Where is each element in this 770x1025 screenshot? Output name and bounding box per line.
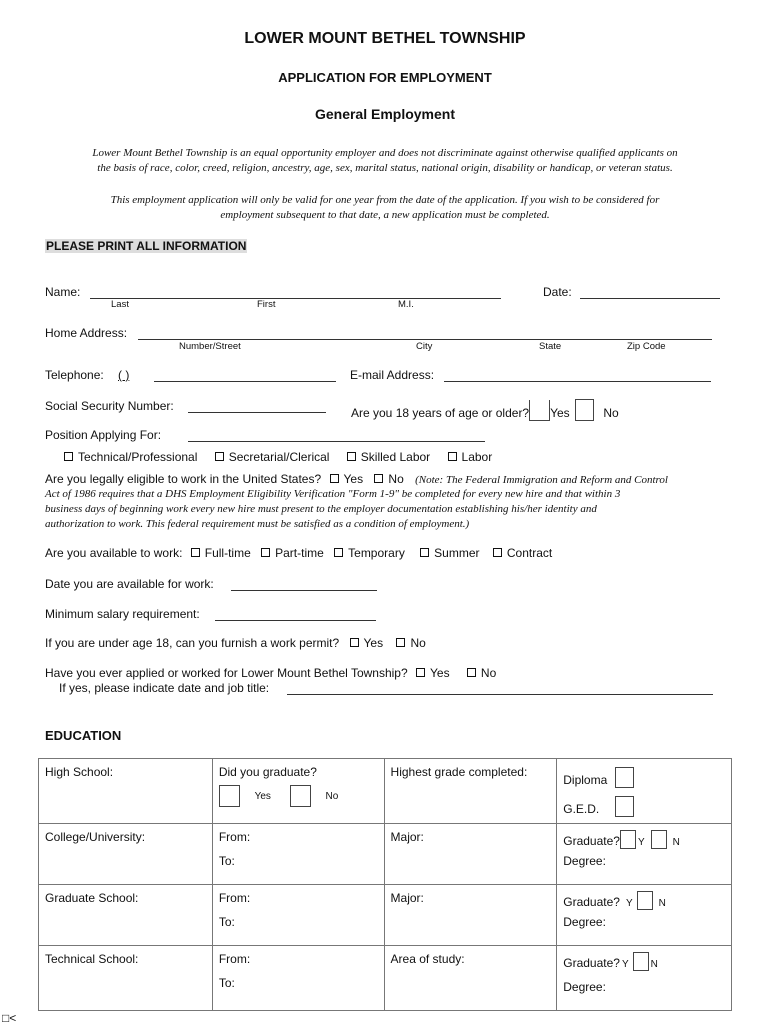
college-graduate-y-label: Y [637,837,645,848]
age-18-question [351,399,619,421]
eligible-no-label: No [388,472,404,486]
contract-label: Contract [506,546,553,560]
graduate-graduate-y-label: Y [625,898,633,909]
college-graduate-y-checkbox[interactable] [620,830,636,849]
diploma-label: Diploma [563,773,608,787]
technical-graduate-label: Graduate? [563,956,620,970]
name-sub-last: Last [111,299,129,310]
applied-yes-checkbox[interactable] [416,668,425,677]
technical-degree-cell [557,946,732,1011]
name-label: Name: [45,285,81,299]
graduated-yes-checkbox[interactable] [219,785,240,807]
telephone-input-line[interactable] [154,381,336,382]
page-title: LOWER MOUNT BETHEL TOWNSHIP [244,30,526,47]
email-input-line[interactable] [444,381,711,382]
college-graduate-label: Graduate? [563,834,620,848]
technical-degree-label: Degree: [563,980,606,994]
ged-label: G.E.D. [563,802,600,816]
high-school-graduated-cell [212,759,384,824]
full-time-label: Full-time [204,546,251,560]
skilled-labor-checkbox[interactable] [347,452,356,461]
table-row [39,885,732,946]
graduated-no-checkbox[interactable] [290,785,311,807]
table-row [39,946,732,1011]
education-heading: EDUCATION [45,728,122,743]
highest-grade-cell[interactable] [384,759,557,824]
valid-line-2: employment subsequent to that date, a new application must be completed. [220,209,550,221]
age-18-yes-label: Yes [550,406,570,420]
high-school-label: High School: [45,765,114,779]
date-input-line[interactable] [580,298,720,299]
address-input-line[interactable] [138,339,712,340]
eligibility-label: Are you legally eligible to work in the United States? [45,472,322,486]
graduated-yes-label: Yes [254,791,271,802]
technical-school-dates-cell[interactable] [212,946,384,1011]
graduate-graduate-y-checkbox[interactable] [637,891,653,910]
applied-yes-label: Yes [430,666,450,680]
technical-graduate-n-label: N [650,959,658,970]
graduate-degree-cell [557,885,732,946]
valid-line-1: This employment application will only be valid for one year from the date of the application. If you wish to be considered for [110,194,660,206]
secretarial-clerical-label: Secretarial/Clerical [228,450,330,464]
email-label: E-mail Address: [350,368,435,382]
form-subtitle: APPLICATION FOR EMPLOYMENT [278,70,492,85]
addr-sub-street: Number/Street [179,341,241,352]
temporary-label: Temporary [348,546,405,560]
work-permit-no-label: No [410,636,426,650]
part-time-label: Part-time [275,546,324,560]
eeo-line-1: Lower Mount Bethel Township is an equal opportunity employer and does not discriminate against otherwise qualified applicants on [92,147,678,159]
date-label: Date: [543,285,572,299]
college-cell[interactable] [39,824,213,885]
eeo-statement [0,146,770,176]
ged-checkbox[interactable] [615,796,634,817]
technical-graduate-y-label: Y [621,959,629,970]
college-graduate-n-label: N [672,837,680,848]
college-degree-label: Degree: [563,854,606,868]
eligibility-note [45,487,725,532]
age-18-no-label: No [603,406,619,420]
age-18-yes-checkbox[interactable] [529,400,550,421]
diploma-checkbox[interactable] [615,767,634,788]
education-table [38,758,732,1011]
address-label: Home Address: [45,326,128,340]
addr-sub-zip: Zip Code [627,341,666,352]
eligibility-question [45,472,668,486]
technical-to-label: To: [218,976,235,990]
college-from-label: From: [218,830,251,844]
applied-before-question [45,666,496,680]
technical-school-label: Technical School: [45,952,139,966]
eligible-yes-label: Yes [343,472,364,486]
area-of-study-cell[interactable] [384,946,557,1011]
work-permit-yes-checkbox[interactable] [350,638,359,647]
availability-label: Are you available to work: [45,546,183,560]
work-permit-no-checkbox[interactable] [396,638,405,647]
eligible-yes-checkbox[interactable] [330,474,339,483]
graduate-graduate-n-label: N [658,898,666,909]
highest-grade-label: Highest grade completed: [390,765,528,779]
eligibility-note-line: business days of beginning work every new hire must present to the employer documentation establishing his/her identity and [45,503,597,515]
age-18-label: Are you 18 years of age or older? [351,406,530,420]
labor-label: Labor [461,450,493,464]
technical-professional-label: Technical/Professional [78,450,198,464]
telephone-label: Telephone: [45,368,104,382]
full-time-checkbox[interactable] [191,548,200,557]
eligibility-note-line: authorization to work. This federal requirement must be satisfied as a condition of employment.) [45,518,470,530]
work-permit-question [45,636,426,650]
eligibility-note-start: (Note: The Federal Immigration and Reform and Control [415,474,668,486]
table-row [39,759,732,824]
did-graduate-label: Did you graduate? [218,765,317,779]
addr-sub-city: City [416,341,433,352]
graduated-no-label: No [325,791,339,802]
eeo-line-2: the basis of race, color, creed, religion, ancestry, age, sex, marital status, national origin, disability or handicap, or veteran status. [97,162,673,174]
college-major-label: Major: [390,830,424,844]
graduate-school-cell[interactable] [39,885,213,946]
graduate-school-dates-cell[interactable] [212,885,384,946]
name-input-line[interactable] [90,298,501,299]
college-dates-cell[interactable] [212,824,384,885]
applied-no-checkbox[interactable] [467,668,476,677]
college-degree-cell [557,824,732,885]
technical-from-label: From: [218,952,251,966]
graduate-from-label: From: [218,891,251,905]
ssn-input-line[interactable] [188,412,326,413]
summer-label: Summer [434,546,480,560]
eligibility-note-line: Act of 1986 requires that a DHS Employment Eligibility Verification "Form 1-9" be completed for every new hire and that within 3 [45,488,621,500]
applied-before-label: Have you ever applied or worked for Lower Mount Bethel Township? [45,666,408,680]
part-time-checkbox[interactable] [261,548,270,557]
position-input-line[interactable] [188,441,485,442]
secretarial-clerical-checkbox[interactable] [215,452,224,461]
contract-checkbox[interactable] [493,548,502,557]
summer-checkbox[interactable] [420,548,429,557]
date-available-input-line[interactable] [231,590,377,591]
area-of-study-label: Area of study: [390,952,465,966]
addr-sub-state: State [539,341,562,352]
college-to-label: To: [218,854,235,868]
college-major-cell[interactable] [384,824,557,885]
work-permit-label: If you are under age 18, can you furnish a work permit? [45,636,340,650]
graduate-graduate-label: Graduate? [563,895,620,909]
min-salary-label: Minimum salary requirement: [45,607,200,621]
footer-glyph: □< [2,1011,17,1025]
availability-question [45,546,552,560]
high-school-cell[interactable] [39,759,213,824]
applied-no-label: No [480,666,497,680]
name-sub-first: First [257,299,276,310]
temporary-checkbox[interactable] [334,548,343,557]
diploma-ged-cell [557,759,732,824]
date-available-label: Date you are available for work: [45,577,214,591]
graduate-to-label: To: [218,915,235,929]
if-yes-input-line[interactable] [287,694,713,695]
position-options [64,450,492,464]
print-instruction: PLEASE PRINT ALL INFORMATION [46,239,247,253]
age-18-no-checkbox[interactable] [575,399,594,421]
telephone-area-code: ( ) [118,368,130,382]
form-category: General Employment [314,106,456,122]
technical-school-cell[interactable] [39,946,213,1011]
college-graduate-n-checkbox[interactable] [651,830,667,849]
graduate-major-label: Major: [390,891,424,905]
technical-professional-checkbox[interactable] [64,452,73,461]
graduate-degree-label: Degree: [563,915,606,929]
graduate-school-label: Graduate School: [45,891,139,905]
work-permit-yes-label: Yes [363,636,384,650]
min-salary-input-line[interactable] [215,620,376,621]
name-sub-mi: M.I. [398,299,414,310]
graduate-major-cell[interactable] [384,885,557,946]
ssn-label: Social Security Number: [45,399,174,413]
table-row [39,824,732,885]
position-label: Position Applying For: [45,428,162,442]
college-label: College/University: [45,830,146,844]
technical-graduate-y-checkbox[interactable] [633,952,649,971]
validity-statement [0,193,770,223]
skilled-labor-label: Skilled Labor [360,450,431,464]
if-yes-label: If yes, please indicate date and job title: [59,681,270,695]
labor-checkbox[interactable] [448,452,457,461]
eligible-no-checkbox[interactable] [374,474,383,483]
